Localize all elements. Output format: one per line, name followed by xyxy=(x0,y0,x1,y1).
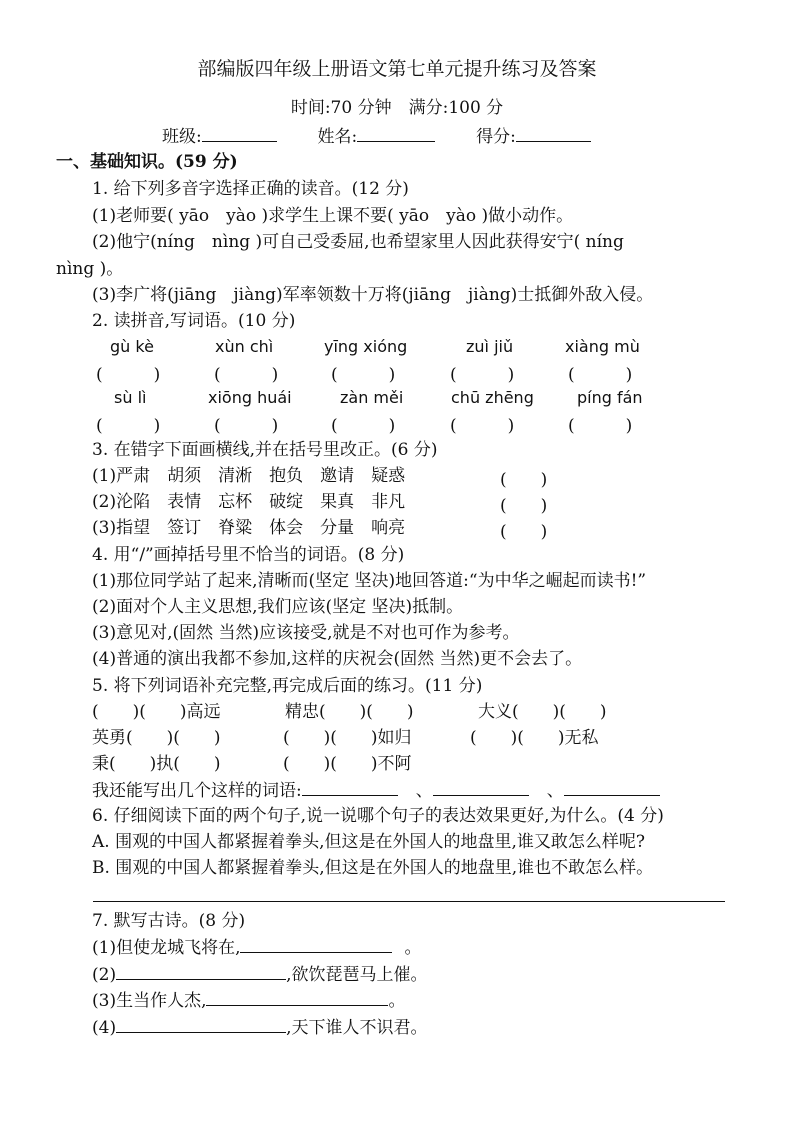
idiom-fill: 大义( )( ) xyxy=(478,702,607,722)
pinyin-3: yīng xióng xyxy=(324,337,408,356)
poem-blank[interactable] xyxy=(240,936,392,953)
q1-line3: (3)李广将(jiāng jiàng)军率领数十万将(jiāng jiàng)士抵御外敌入侵。 xyxy=(92,285,654,305)
idiom-fill: ( )( )不阿 xyxy=(283,754,412,774)
answer-paren[interactable]: ( ) xyxy=(96,365,161,385)
pinyin-7: xiōng huái xyxy=(208,388,292,407)
idiom-fill: 精忠( )( ) xyxy=(285,702,414,722)
pinyin-6: sù lì xyxy=(114,388,147,407)
poem-blank[interactable] xyxy=(116,1016,286,1033)
idiom-fill: ( )( )如归 xyxy=(283,728,412,748)
extra-word-blank[interactable] xyxy=(433,779,529,796)
extra-words-label: 我还能写出几个这样的词语: xyxy=(92,781,302,801)
answer-paren[interactable]: ( ) xyxy=(96,416,161,436)
answer-paren[interactable]: ( ) xyxy=(450,365,515,385)
q3-stem: 3. 在错字下面画横线,并在括号里改正。(6 分) xyxy=(92,440,438,460)
page-title: 部编版四年级上册语文第七单元提升练习及答案 xyxy=(197,58,597,80)
q4-line4: (4)普通的演出我都不参加,这样的庆祝会(固然 当然)更不会去了。 xyxy=(92,649,583,669)
q6-option-a: A. 围观的中国人都紧握着拳头,但这是在外国人的地盘里,谁又敢怎么样呢? xyxy=(92,832,646,852)
q6-stem: 6. 仔细阅读下面的两个句子,说一说哪个句子的表达效果更好,为什么。(4 分) xyxy=(92,806,664,826)
answer-paren[interactable]: ( ) xyxy=(568,416,633,436)
q3-line2: (2)沦陷 表情 忘杯 破绽 果真 非凡 xyxy=(92,492,406,512)
pinyin-10: píng fán xyxy=(577,388,643,407)
answer-paren[interactable]: ( ) xyxy=(500,470,548,490)
poem-blank[interactable] xyxy=(116,963,286,980)
q1-line1: (1)老师要( yāo yào )求学生上课不要( yāo yào )做小动作。 xyxy=(92,206,574,226)
score-blank[interactable] xyxy=(516,125,591,142)
q1-stem: 1. 给下列多音字选择正确的读音。(12 分) xyxy=(92,179,409,199)
time-score-line: 时间:70 分钟 满分:100 分 xyxy=(290,98,504,118)
answer-paren[interactable]: ( ) xyxy=(450,416,515,436)
name-blank[interactable] xyxy=(357,125,435,142)
answer-line[interactable] xyxy=(93,901,725,902)
section-title: 一、基础知识。(59 分) xyxy=(56,152,238,172)
class-blank[interactable] xyxy=(202,125,277,142)
q1-line2b: nìng )。 xyxy=(56,259,124,279)
extra-words-line: 我还能写出几个这样的词语: 、 、 xyxy=(92,779,660,802)
q5-stem: 5. 将下列词语补充完整,再完成后面的练习。(11 分) xyxy=(92,676,483,696)
idiom-fill: ( )( )高远 xyxy=(92,702,221,722)
answer-paren[interactable]: ( ) xyxy=(500,496,548,516)
pinyin-9: chū zhēng xyxy=(451,388,534,407)
pinyin-1: gù kè xyxy=(110,337,154,356)
answer-paren[interactable]: ( ) xyxy=(568,365,633,385)
pinyin-5: xiàng mù xyxy=(565,337,640,356)
info-line xyxy=(162,125,591,148)
q2-stem: 2. 读拼音,写词语。(10 分) xyxy=(92,311,296,331)
q3-line3: (3)指望 签订 脊粱 体会 分量 响亮 xyxy=(92,518,406,538)
q4-stem: 4. 用“/”画掉括号里不恰当的词语。(8 分) xyxy=(92,545,405,565)
extra-word-blank[interactable] xyxy=(564,779,660,796)
q4-line3: (3)意见对,(固然 当然)应该接受,就是不对也可作为参考。 xyxy=(92,623,520,643)
score-label: 得分: xyxy=(476,127,516,147)
q1-line2a: (2)他宁(níng nìng )可自己受委屈,也希望家里人因此获得安宁( níng xyxy=(92,232,624,252)
idiom-fill: 英勇( )( ) xyxy=(92,728,221,748)
class-label: 班级: xyxy=(162,127,202,147)
poem-blank[interactable] xyxy=(206,989,388,1006)
answer-paren[interactable]: ( ) xyxy=(331,416,396,436)
answer-paren[interactable]: ( ) xyxy=(214,365,279,385)
q4-line2: (2)面对个人主义思想,我们应该(坚定 坚决)抵制。 xyxy=(92,597,464,617)
q6-option-b: B. 围观的中国人都紧握着拳头,但这是在外国人的地盘里,谁也不敢怎么样。 xyxy=(92,858,654,878)
q3-line1: (1)严肃 胡须 清淅 抱负 邀请 疑惑 xyxy=(92,466,406,486)
q7-line2: (2) ,欲饮琵琶马上催。 xyxy=(92,965,428,985)
idiom-fill: ( )( )无私 xyxy=(470,728,599,748)
extra-word-blank[interactable] xyxy=(302,779,398,796)
pinyin-8: zàn měi xyxy=(340,388,404,407)
q7-line3: (3)生当作人杰, 。 xyxy=(92,991,406,1011)
q4-line1: (1)那位同学站了起来,清晰而(坚定 坚决)地回答道:“为中华之崛起而读书!” xyxy=(92,571,647,591)
name-label: 姓名: xyxy=(317,127,358,147)
q7-line4: (4) ,天下谁人不识君。 xyxy=(92,1018,428,1038)
answer-paren[interactable]: ( ) xyxy=(331,365,396,385)
q7-line1: (1)但使龙城飞将在, 。 xyxy=(92,938,422,958)
idiom-fill: 秉( )执( ) xyxy=(92,754,221,774)
pinyin-4: zuì jiǔ xyxy=(466,337,514,356)
pinyin-2: xùn chì xyxy=(215,337,274,356)
answer-paren[interactable]: ( ) xyxy=(500,522,548,542)
q7-stem: 7. 默写古诗。(8 分) xyxy=(92,911,246,931)
answer-paren[interactable]: ( ) xyxy=(214,416,279,436)
